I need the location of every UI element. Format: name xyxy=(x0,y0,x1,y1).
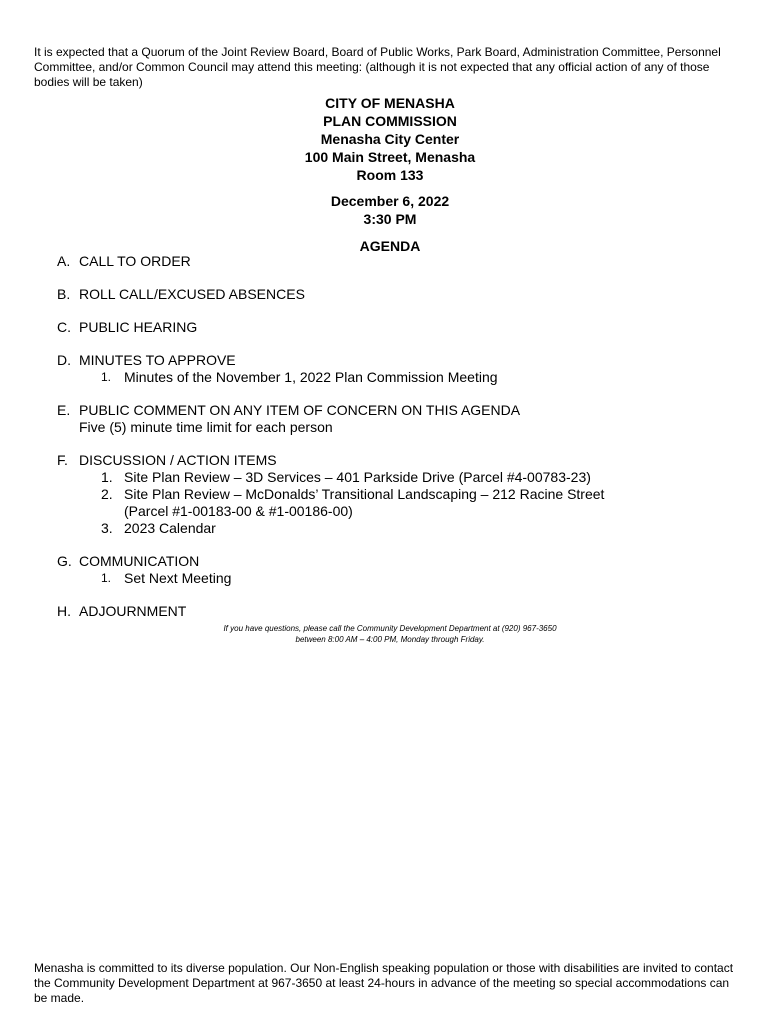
sub-item-text: Site Plan Review – McDonalds’ Transitional Landscaping – 212 Racine Street xyxy=(124,486,605,502)
agenda-item-communication xyxy=(57,553,737,587)
agenda-title: AGENDA xyxy=(359,238,421,254)
meeting-time: 3:30 PM xyxy=(363,211,417,227)
item-note: Five (5) minute time limit for each person xyxy=(79,419,333,435)
item-text: COMMUNICATION xyxy=(79,553,200,569)
agenda-item-public-comment xyxy=(57,402,737,436)
accessibility-footer: Menasha is committed to its diverse population. Our Non-English speaking population or those with disabilities are invited to contact the Community Development Department at 967-3650 at least 24-hours in advance of the meeting so special accommodations can be made. xyxy=(34,961,734,1005)
item-text: PUBLIC HEARING xyxy=(79,319,198,335)
sub-item-text: Set Next Meeting xyxy=(124,570,232,586)
sub-item-list xyxy=(79,369,737,386)
sub-item-list xyxy=(79,469,737,537)
sub-item-number: 3. xyxy=(101,520,113,536)
venue-room: Room 133 xyxy=(356,167,424,183)
sub-item-number: 1. xyxy=(101,469,113,485)
quorum-notice: It is expected that a Quorum of the Joint Review Board, Board of Public Works, Park Board, Administration Committee, Personnel Committee, and/or Common Council may attend this meeting: (although it is not expected that any official action of any of those bodies will be taken) xyxy=(34,45,721,89)
item-letter: D. xyxy=(57,352,71,368)
item-text: CALL TO ORDER xyxy=(79,253,191,269)
sub-item xyxy=(79,570,737,587)
item-letter: A. xyxy=(57,253,71,269)
sub-item-text: Site Plan Review – 3D Services – 401 Parkside Drive (Parcel #4-00783-23) xyxy=(124,469,591,485)
item-text: ROLL CALL/EXCUSED ABSENCES xyxy=(79,286,305,302)
item-text: ADJOURNMENT xyxy=(79,603,187,619)
agenda-item-roll-call xyxy=(57,286,737,303)
sub-item xyxy=(79,486,737,520)
city-name: CITY OF MENASHA xyxy=(325,95,455,111)
meeting-date: December 6, 2022 xyxy=(330,193,450,209)
agenda-list xyxy=(57,253,737,636)
sub-item-text: Minutes of the November 1, 2022 Plan Commission Meeting xyxy=(124,369,498,385)
sub-item-number: 1. xyxy=(101,370,112,384)
item-letter: E. xyxy=(57,402,71,418)
item-text: DISCUSSION / ACTION ITEMS xyxy=(79,452,277,468)
agenda-item-discussion xyxy=(57,452,737,537)
sub-item xyxy=(79,469,737,486)
item-text: PUBLIC COMMENT ON ANY ITEM OF CONCERN ON THIS AGENDA xyxy=(79,402,521,418)
sub-item-text: 2023 Calendar xyxy=(124,520,216,536)
sub-item-continuation: (Parcel #1-00183-00 & #1-00186-00) xyxy=(124,503,353,519)
contact-note xyxy=(0,623,770,645)
sub-item-number: 2. xyxy=(101,486,113,502)
item-letter: C. xyxy=(57,319,71,335)
item-text: MINUTES TO APPROVE xyxy=(79,352,236,368)
agenda-item-minutes xyxy=(57,352,737,386)
venue-name: Menasha City Center xyxy=(320,131,460,147)
agenda-item-adjournment xyxy=(57,603,737,620)
sub-item-number: 1. xyxy=(101,571,112,585)
document-heading xyxy=(0,94,770,255)
contact-note-line2: between 8:00 AM – 4:00 PM, Monday through Friday. xyxy=(295,635,485,644)
item-letter: H. xyxy=(57,603,71,619)
item-letter: F. xyxy=(57,452,68,468)
agenda-item-public-hearing xyxy=(57,319,737,336)
contact-note-line1: If you have questions, please call the Community Development Department at (920) 967-3650 xyxy=(223,624,557,633)
commission-name: PLAN COMMISSION xyxy=(323,113,457,129)
sub-item xyxy=(79,369,737,386)
sub-item-list xyxy=(79,570,737,587)
item-letter: B. xyxy=(57,286,71,302)
venue-address: 100 Main Street, Menasha xyxy=(304,149,476,165)
agenda-item-call-to-order xyxy=(57,253,737,270)
sub-item xyxy=(79,520,737,537)
item-letter: G. xyxy=(57,553,72,569)
